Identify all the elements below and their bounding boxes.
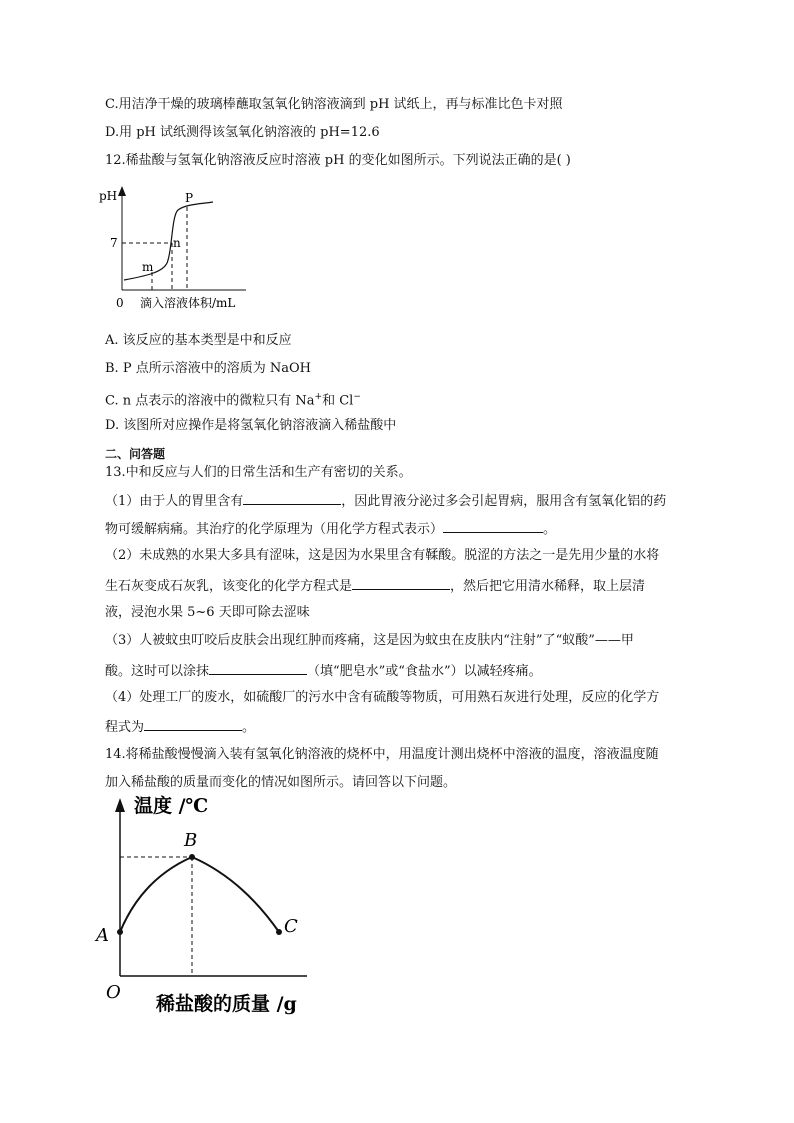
q14-temperature-figure (92, 784, 342, 1024)
q12-option-d: D. 该图所对应操作是将氢氧化钠溶液滴入稀盐酸中 (105, 418, 397, 433)
q14-temp-curve (120, 857, 279, 932)
q13-part1-text-b: ，因此胃液分泌过多会引起胃病，服用含有氢氧化铝的药 (341, 494, 667, 509)
q12-point-m: m (142, 260, 154, 274)
q14-stem-line1: 14.将稀盐酸慢慢滴入装有氢氧化钠溶液的烧杯中，用温度计测出烧杯中溶液的温度，溶液温度随 (105, 747, 659, 762)
q13-part4-text-b: 。 (242, 720, 256, 735)
q12-stem: 12.稀盐酸与氢氧化钠溶液反应时溶液 pH 的变化如图所示。下列说法正确的是( ) (105, 153, 571, 168)
q13-part4-line1: （4）处理工厂的废水，如硫酸厂的污水中含有硫酸等物质，可用熟石灰进行处理，反应的化学方 (105, 690, 660, 705)
q14-point-b-dot (189, 854, 195, 860)
q14-stem-line2: 加入稀盐酸的质量而变化的情况如图所示。请回答以下问题。 (105, 775, 457, 790)
q13-part3-text-b: （填“肥皂水”或“食盐水”）以减轻疼痛。 (307, 664, 542, 679)
q12-ph-figure (96, 180, 266, 315)
q13-part3-text-a: 酸。这时可以涂抹 (105, 664, 210, 679)
q13-part1-text-d: 。 (543, 522, 557, 537)
q12-point-p: P (185, 191, 194, 205)
q13-part4-line2 (105, 717, 255, 737)
q13-part3-line2 (105, 661, 542, 681)
q13-blank-1[interactable] (243, 491, 341, 505)
section-title: 二、问答题 (105, 447, 166, 461)
q14-origin: O (106, 982, 121, 1003)
q13-part1-line1 (105, 491, 666, 511)
q13-part2-text-b: ，然后把它用清水稀释，取上层清 (450, 579, 646, 594)
q12-y-arrow (118, 186, 126, 196)
q12-y-label: pH (99, 189, 118, 203)
q14-point-a-dot (117, 929, 123, 935)
q14-y-arrow (115, 798, 125, 812)
q13-part4-text-a: 程式为 (105, 720, 145, 735)
q14-point-a: A (96, 925, 109, 946)
q12-option-c (105, 388, 361, 410)
q12-option-c-pre: C. n 点表示的溶液中的微粒只有 Na (105, 393, 315, 409)
q13-part1-text-a: （1）由于人的胃里含有 (105, 494, 244, 509)
q13-part2-line2 (105, 576, 645, 596)
q12-point-n: n (173, 236, 181, 250)
q11-option-c: C.用洁净干燥的玻璃棒蘸取氢氧化钠溶液滴到 pH 试纸上，再与标准比色卡对照 (105, 97, 563, 112)
q12-ph-curve (124, 202, 213, 280)
q13-stem: 13.中和反应与人们的日常生活和生产有密切的关系。 (105, 465, 412, 480)
q12-option-c-sup2: − (353, 392, 361, 402)
q12-y-tick-7: 7 (110, 236, 118, 250)
q14-y-label: 温度 /℃ (134, 795, 209, 817)
q14-point-c-dot (276, 929, 282, 935)
q12-option-a: A. 该反应的基本类型是中和反应 (105, 333, 292, 348)
q13-part3-line1: （3）人被蚊虫叮咬后皮肤会出现红肿而疼痛，这是因为蚊虫在皮肤内“注射”了“蚁酸”——甲 (105, 633, 634, 648)
q13-blank-5[interactable] (144, 717, 242, 731)
q13-blank-4[interactable] (209, 661, 307, 675)
q14-point-c: C (284, 916, 298, 937)
q13-part2-line1: （2）未成熟的水果大多具有涩味，这是因为水果里含有鞣酸。脱涩的方法之一是先用少量的水将 (105, 548, 660, 563)
q13-part2-line3: 液，浸泡水果 5~6 天即可除去涩味 (105, 605, 310, 620)
q11-option-d: D.用 pH 试纸测得该氢氧化钠溶液的 pH=12.6 (105, 125, 380, 140)
q14-point-b: B (184, 830, 198, 851)
q13-part2-text-a: 生石灰变成石灰乳，该变化的化学方程式是 (105, 579, 353, 594)
q12-option-c-sup1: + (314, 392, 323, 402)
q13-blank-2[interactable] (443, 519, 543, 533)
q13-part1-line2 (105, 519, 556, 539)
q13-blank-3[interactable] (352, 576, 450, 590)
q13-part1-text-c: 物可缓解病痛。其治疗的化学原理为（用化学方程式表示） (105, 522, 444, 537)
q14-x-label: 稀盐酸的质量 /g (156, 993, 297, 1015)
q12-option-b: B. P 点所示溶液中的溶质为 NaOH (105, 361, 311, 376)
q12-option-c-mid: 和 Cl (322, 393, 354, 409)
q12-origin: 0 (116, 296, 124, 310)
q12-x-label: 滴入溶液体积/mL (140, 296, 236, 310)
